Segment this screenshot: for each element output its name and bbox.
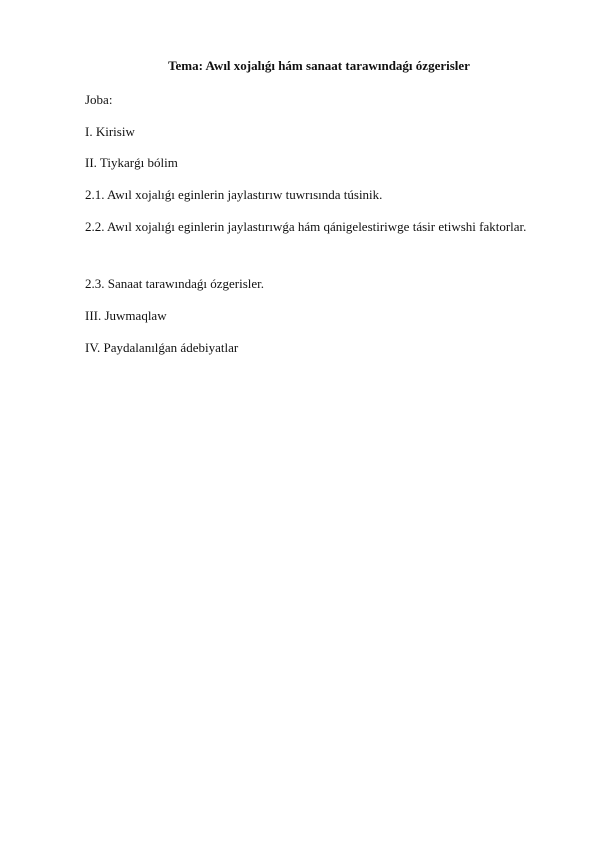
plan-item-conclusion: III. Juwmaqlaw (85, 308, 167, 323)
plan-label: Joba: (85, 92, 113, 107)
plan-item-2-2: 2.2. Awıl xojalıǵı eginlerin jaylastırıwǵa hám qánigelestiriwge tásir etiwshi faktorlar. (85, 219, 527, 234)
plan-item-introduction: I. Kirisiw (85, 124, 135, 139)
plan-item-main-part: II. Tiykarǵı bólim (85, 155, 178, 170)
plan-item-references: IV. Paydalanılǵan ádebiyatlar (85, 340, 239, 355)
plan-item-2-1: 2.1. Awıl xojalıǵı eginlerin jaylastırıw tuwrısında túsinik. (85, 187, 383, 202)
document-title: Tema: Awıl xojalıǵı hám sanaat tarawındaǵı ózgerisler (168, 58, 470, 73)
plan-item-2-3: 2.3. Sanaat tarawındaǵı ózgerisler. (85, 276, 265, 291)
